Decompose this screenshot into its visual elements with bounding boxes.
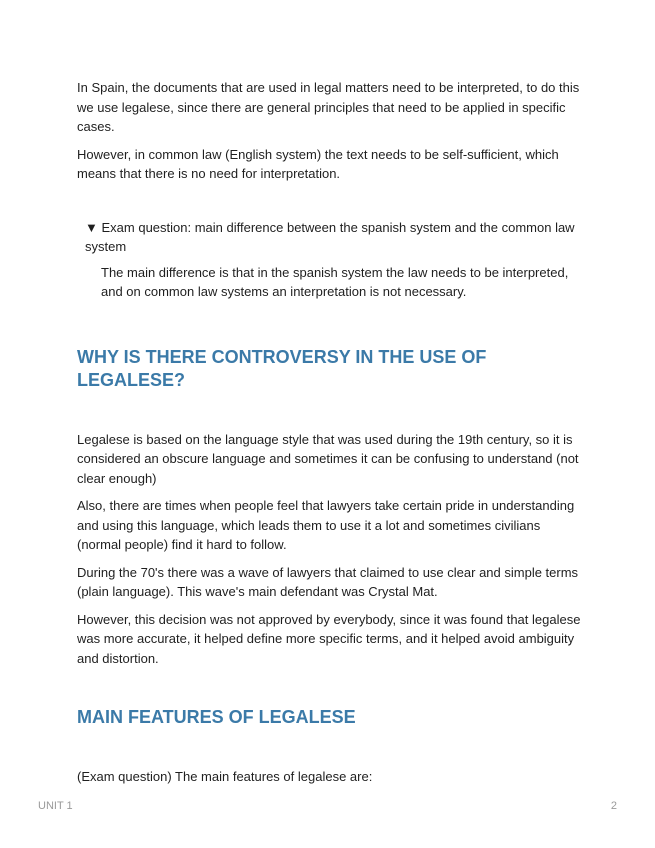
- section-heading-controversy: WHY IS THERE CONTROVERSY IN THE USE OF LEGALESE?: [77, 346, 487, 390]
- page-footer: [38, 800, 617, 812]
- intro-paragraph-2: However, in common law (English system) the text needs to be self-sufficient, which means that there is no need for interpretation.: [77, 146, 559, 181]
- section-controversy-body: [77, 430, 582, 669]
- toggle-arrow-icon[interactable]: ▼: [85, 219, 98, 235]
- section-features-body: [77, 767, 582, 787]
- paragraph: However, this decision was not approved by everybody, since it was found that legalese was more accurate, it helped define more specific terms, and it helped avoid ambiguity and distortion.: [77, 611, 581, 666]
- toggle-header[interactable]: [85, 218, 582, 257]
- footer-page-number: 2: [610, 800, 617, 812]
- intro-paragraph-1: In Spain, the documents that are used in legal matters need to be interpreted, to do this we use legalese, since there are general principles that need to be applied in specific cases.: [77, 80, 580, 134]
- document-page: [77, 78, 582, 795]
- exam-question-toggle[interactable]: [85, 218, 582, 302]
- paragraph: During the 70's there was a wave of lawyers that claimed to use clear and simple terms (plain language). This wave's main defendant was Crystal Mat.: [77, 564, 579, 599]
- paragraph: (Exam question) The main features of legalese are:: [77, 769, 373, 784]
- paragraph: Also, there are times when people feel that lawyers take certain pride in understanding and using this language, which leads them to use it a lot and sometimes civilians (normal people) find it hard to follow.: [77, 498, 575, 552]
- footer-unit-label: UNIT 1: [38, 800, 73, 812]
- paragraph: Legalese is based on the language style that was used during the 19th century, so it is considered an obscure language and sometimes it can be confusing to understand (not clear enough): [77, 431, 579, 486]
- toggle-answer: The main difference is that in the spanish system the law needs to be interpreted, and on common law systems an interpretation is not necessary.: [101, 264, 569, 299]
- toggle-question: Exam question: main difference between the spanish system and the common law system: [85, 219, 575, 254]
- section-heading-features: MAIN FEATURES OF LEGALESE: [77, 707, 356, 727]
